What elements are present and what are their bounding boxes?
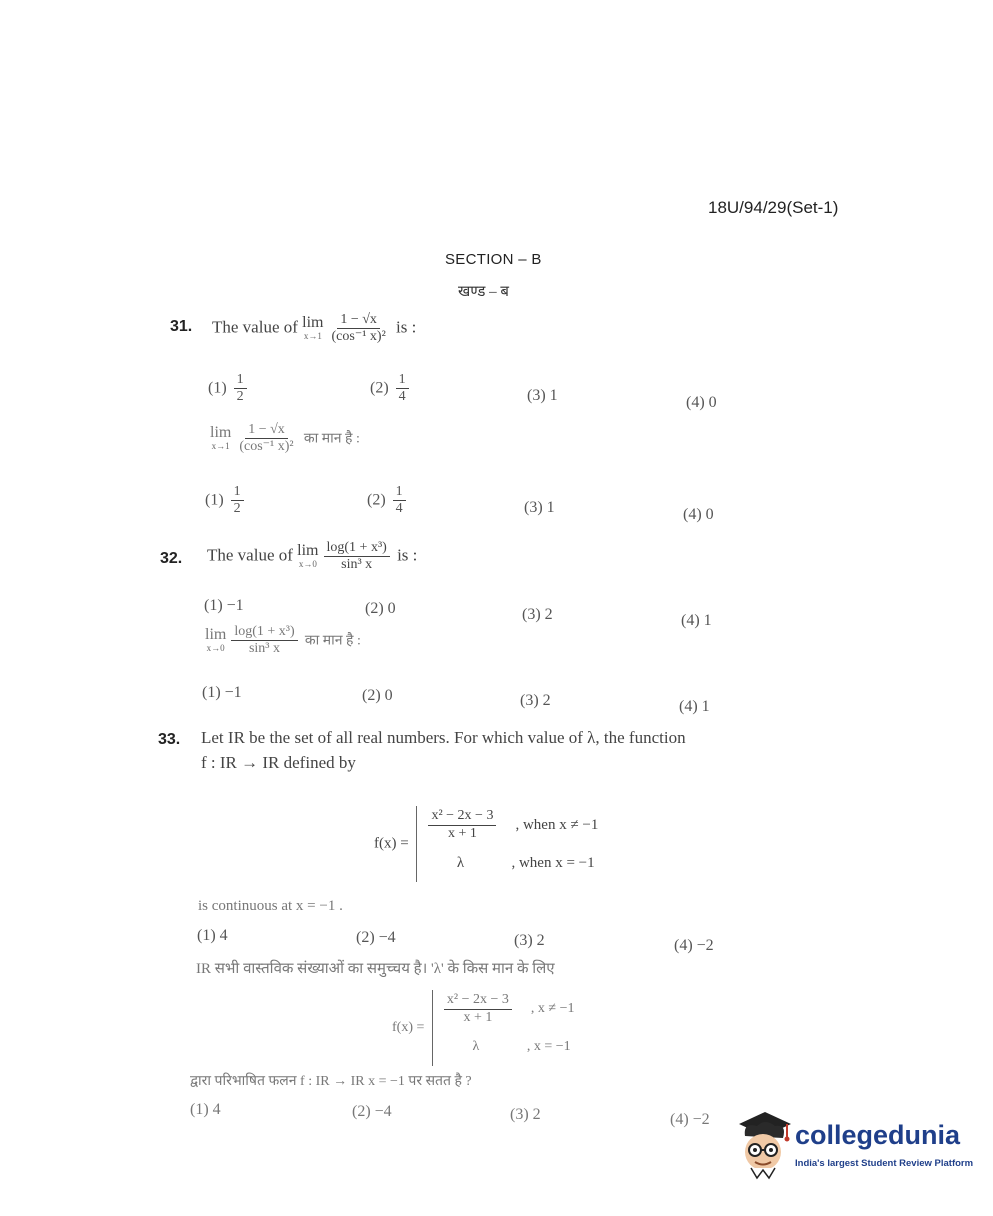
limit-fraction-hindi: $\frac{\text{log(1 + x³)}}{\text{sin³ x}}$ xyxy=(231,624,297,657)
limit-fraction-hindi: $\frac{1 - √x}{\text{(cos⁻¹ x)²}}$ xyxy=(239,422,294,455)
brand-tagline: India's largest Student Review Platform xyxy=(795,1158,974,1169)
question-31-suffix: is : xyxy=(396,317,417,337)
paper-code: 18U/94/29(Set-1) xyxy=(708,198,839,217)
section-title: SECTION – B xyxy=(445,251,542,268)
option-33-en-3: (3) 2 xyxy=(514,932,545,949)
limit-fraction: $\frac{1 - √x}{\text{(cos⁻¹ x)²}}$ xyxy=(331,312,386,345)
option-31-en-4: (4) 0 xyxy=(686,394,717,411)
question-number-33: 33. xyxy=(158,731,181,748)
question-32-hindi-suffix: का मान है : xyxy=(304,633,361,649)
option-31-en-1: (1) $\frac{1}{2}$ xyxy=(208,372,250,405)
piecewise-function: f(x) = $\frac{\text{x² − 2x − 3}}{x + 1}$ , when x ≠ −1 λ , when x = −1 xyxy=(374,806,598,882)
option-33-hi-1: (1) 4 xyxy=(190,1101,221,1118)
option-32-hi-3: (3) 2 xyxy=(520,692,551,709)
question-33-hindi-continuity: द्वारा परिभाषित फलन f : IR → IR x = −1 पर सतत है ? xyxy=(190,1074,472,1089)
option-32-en-2: (2) 0 xyxy=(365,600,396,617)
limit-fraction: $\frac{\text{log(1 + x³)}}{\text{sin³ x}}$ xyxy=(324,540,390,573)
question-33-continuity: is continuous at x = −1 . xyxy=(198,898,343,914)
section-title-hindi: खण्ड – ब xyxy=(458,284,509,300)
question-32-hindi-stem xyxy=(205,624,361,657)
question-31-intro: The value of xyxy=(212,317,298,337)
brand-name: collegedunia xyxy=(795,1120,961,1150)
question-33-line-1: Let IR be the set of all real numbers. For which value of λ, the function xyxy=(201,728,686,747)
question-31-hindi-suffix: का मान है : xyxy=(303,431,360,447)
option-33-en-1: (1) 4 xyxy=(197,927,228,944)
option-32-hi-1: (1) −1 xyxy=(202,684,242,701)
question-32-suffix: is : xyxy=(397,545,418,565)
option-31-hi-3: (3) 1 xyxy=(524,499,555,516)
option-31-hi-4: (4) 0 xyxy=(683,506,714,523)
question-33-hindi-line-1: IR सभी वास्तविक संख्याओं का समुच्चय है। 'λ' के किस मान के लिए xyxy=(196,961,555,977)
question-33-line-2: f : IR → IR defined by xyxy=(201,753,356,772)
question-number-32: 32. xyxy=(160,550,183,567)
question-32-intro: The value of xyxy=(207,545,293,565)
option-32-hi-4: (4) 1 xyxy=(679,698,710,715)
option-32-en-3: (3) 2 xyxy=(522,606,553,623)
limit-operator-hindi: lim x→1 xyxy=(210,424,232,452)
question-31-hindi-stem xyxy=(210,422,360,455)
option-32-en-4: (4) 1 xyxy=(681,612,712,629)
option-33-en-2: (2) −4 xyxy=(356,929,396,946)
limit-operator-hindi: lim x→0 xyxy=(205,626,227,654)
question-32-stem xyxy=(207,540,417,573)
limit-operator: lim x→1 xyxy=(302,314,324,342)
option-33-hi-2: (2) −4 xyxy=(352,1103,392,1120)
piecewise-function-hindi: f(x) = $\frac{\text{x² − 2x − 3}}{x + 1}$ , x ≠ −1 λ , x = −1 xyxy=(392,990,574,1066)
option-31-hi-1: (1) $\frac{1}{2}$ xyxy=(205,484,247,517)
option-31-hi-2: (2) $\frac{1}{4}$ xyxy=(367,484,409,517)
option-31-en-3: (3) 1 xyxy=(527,387,558,404)
question-31-stem xyxy=(212,312,416,345)
option-33-en-4: (4) −2 xyxy=(674,937,714,954)
option-32-en-1: (1) −1 xyxy=(204,597,244,614)
option-32-hi-2: (2) 0 xyxy=(362,687,393,704)
graduate-mascot-icon xyxy=(735,1108,795,1184)
limit-operator: lim x→0 xyxy=(297,542,319,570)
question-number-31: 31. xyxy=(170,318,193,335)
option-31-en-2: (2) $\frac{1}{4}$ xyxy=(370,372,412,405)
option-33-hi-4: (4) −2 xyxy=(670,1111,710,1128)
option-33-hi-3: (3) 2 xyxy=(510,1106,541,1123)
